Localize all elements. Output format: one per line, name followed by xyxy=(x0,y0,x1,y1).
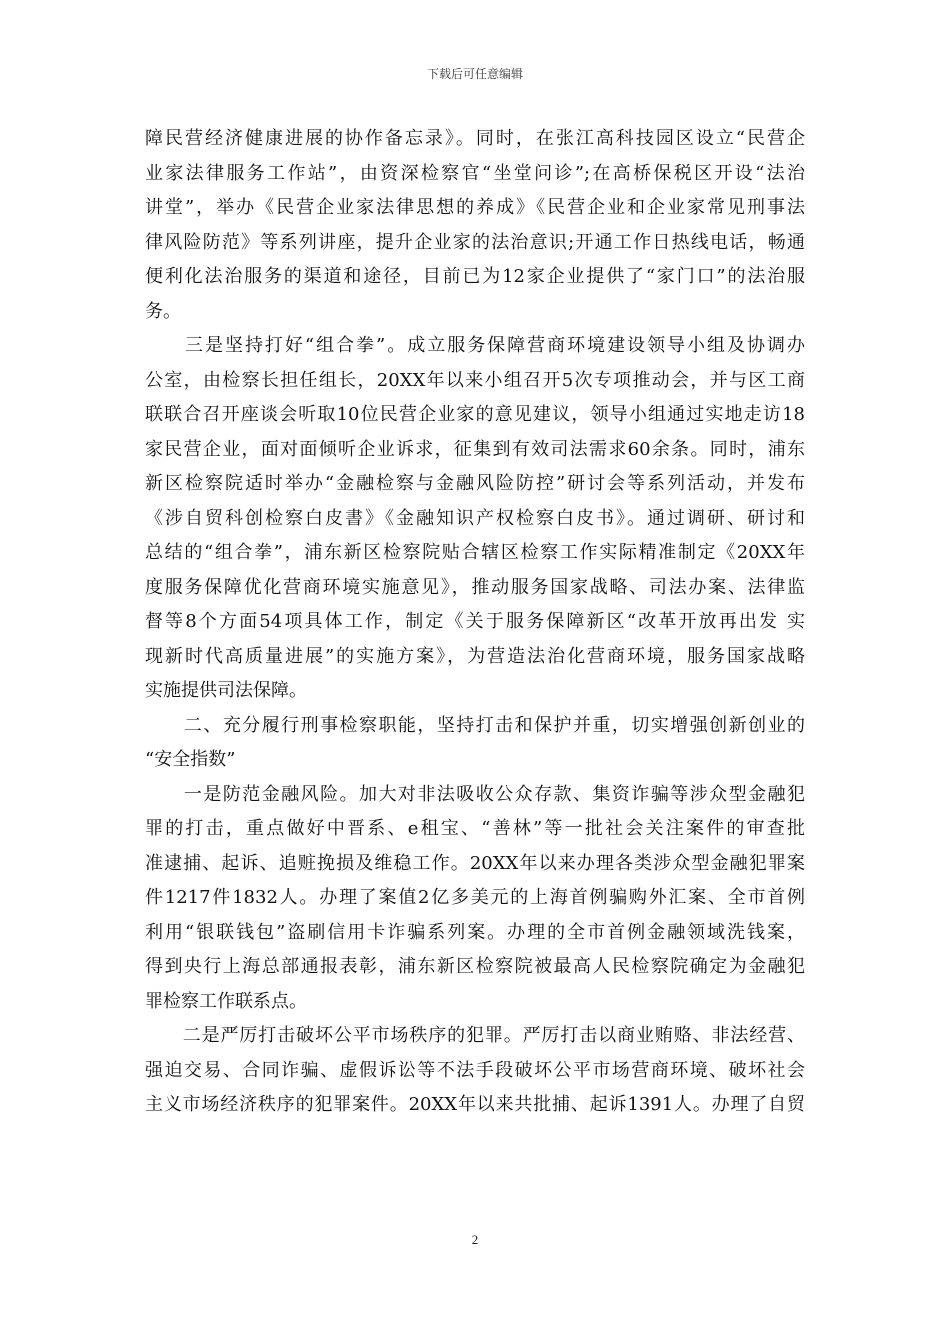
text-line: 《涉自贸科创检察白皮書》《金融知识产权检察白皮书》。通过调研、研讨和 xyxy=(145,507,805,529)
text-line: 度服务保障优化营商环境实施意见》，推动服务国家战略、司法办案、法律监 xyxy=(145,576,805,598)
text-line: 强迫交易、合同诈骗、虚假诉讼等不法手段破坏公平市场营商环境、破坏社会 xyxy=(145,1059,805,1081)
text-line: 务。 xyxy=(145,300,181,322)
document-body xyxy=(145,122,805,1123)
text-line: 主义市场经济秩序的犯罪案件。20XX年以来共批捕、起诉1391人。办理了自贸 xyxy=(145,1094,805,1115)
text-line: 公室，由检察长担任组长，20XX年以来小组召开5次专项推动会，并与区工商 xyxy=(145,369,805,391)
text-line: 一是防范金融风险。加大对非法吸收公众存款、集资诈骗等涉众型金融犯 xyxy=(145,783,805,805)
text-line: 律风险防范》等系列讲座，提升企业家的法治意识;开通工作日热线电话，畅通 xyxy=(145,231,805,253)
text-line: 讲堂”，举办《民营企业家法律思想的养成》《民营企业和企业家常见刑事法 xyxy=(145,197,805,218)
text-line: 罪检察工作联系点。 xyxy=(145,990,307,1012)
text-line: 家民营企业，面对面倾听企业诉求，征集到有效司法需求60余条。同时，浦东 xyxy=(145,438,805,460)
text-line: 联联合召开座谈会听取10位民营企业家的意见建议，领导小组通过实地走访18 xyxy=(145,404,805,425)
text-line: 总结的“组合拳”，浦东新区检察院贴合辖区检察工作实际精准制定《20XX年 xyxy=(145,542,805,563)
text-line: “安全指数” xyxy=(145,749,236,770)
text-line: 利用“银联钱包”盗刷信用卡诈骗系列案。办理的全市首例金融领域洗钱案， xyxy=(145,921,805,943)
text-line: 二、充分履行刑事检察职能，坚持打击和保护并重，切实增强创新创业的 xyxy=(145,714,805,736)
text-line: 件1217件1832人。办理了案值2亿多美元的上海首例骗购外汇案、全市首例 xyxy=(145,887,805,908)
text-line: 实施提供司法保障。 xyxy=(145,680,307,701)
text-line: 新区检察院适时举办“金融检察与金融风险防控”研讨会等系列活动，并发布 xyxy=(145,473,805,494)
page-header: 下载后可任意编辑 xyxy=(426,67,523,81)
text-line: 业家法律服务工作站”，由资深检察官“坐堂问诊”;在高桥保税区开设“法治 xyxy=(145,162,805,184)
text-line: 二是严厉打击破坏公平市场秩序的犯罪。严厉打击以商业贿赂、非法经营、 xyxy=(145,1025,805,1046)
text-line: 障民营经济健康进展的协作备忘录》。同时，在张江高科技园区设立“民营企 xyxy=(145,128,805,149)
text-line: 三是坚持打好“组合拳”。成立服务保障营商环境建设领导小组及协调办 xyxy=(145,335,805,356)
page-number: 2 xyxy=(471,1232,479,1247)
text-line: 得到央行上海总部通报表彰，浦东新区检察院被最高人民检察院确定为金融犯 xyxy=(145,956,805,977)
text-line: 罪的打击，重点做好中晋系、e租宝、“善林”等一批社会关注案件的审查批 xyxy=(145,818,805,839)
text-line: 准逮捕、起诉、追赃挽损及维稳工作。20XX年以来办理各类涉众型金融犯罪案 xyxy=(145,852,805,874)
text-line: 督等8个方面54项具体工作，制定《关于服务保障新区“改革开放再出发 实 xyxy=(145,611,805,632)
text-line: 便利化法治服务的渠道和途径，目前已为12家企业提供了“家门口”的法治服 xyxy=(145,266,805,287)
text-line: 现新时代高质量进展”的实施方案》，为营造法治化营商环境，服务国家战略 xyxy=(145,645,805,667)
